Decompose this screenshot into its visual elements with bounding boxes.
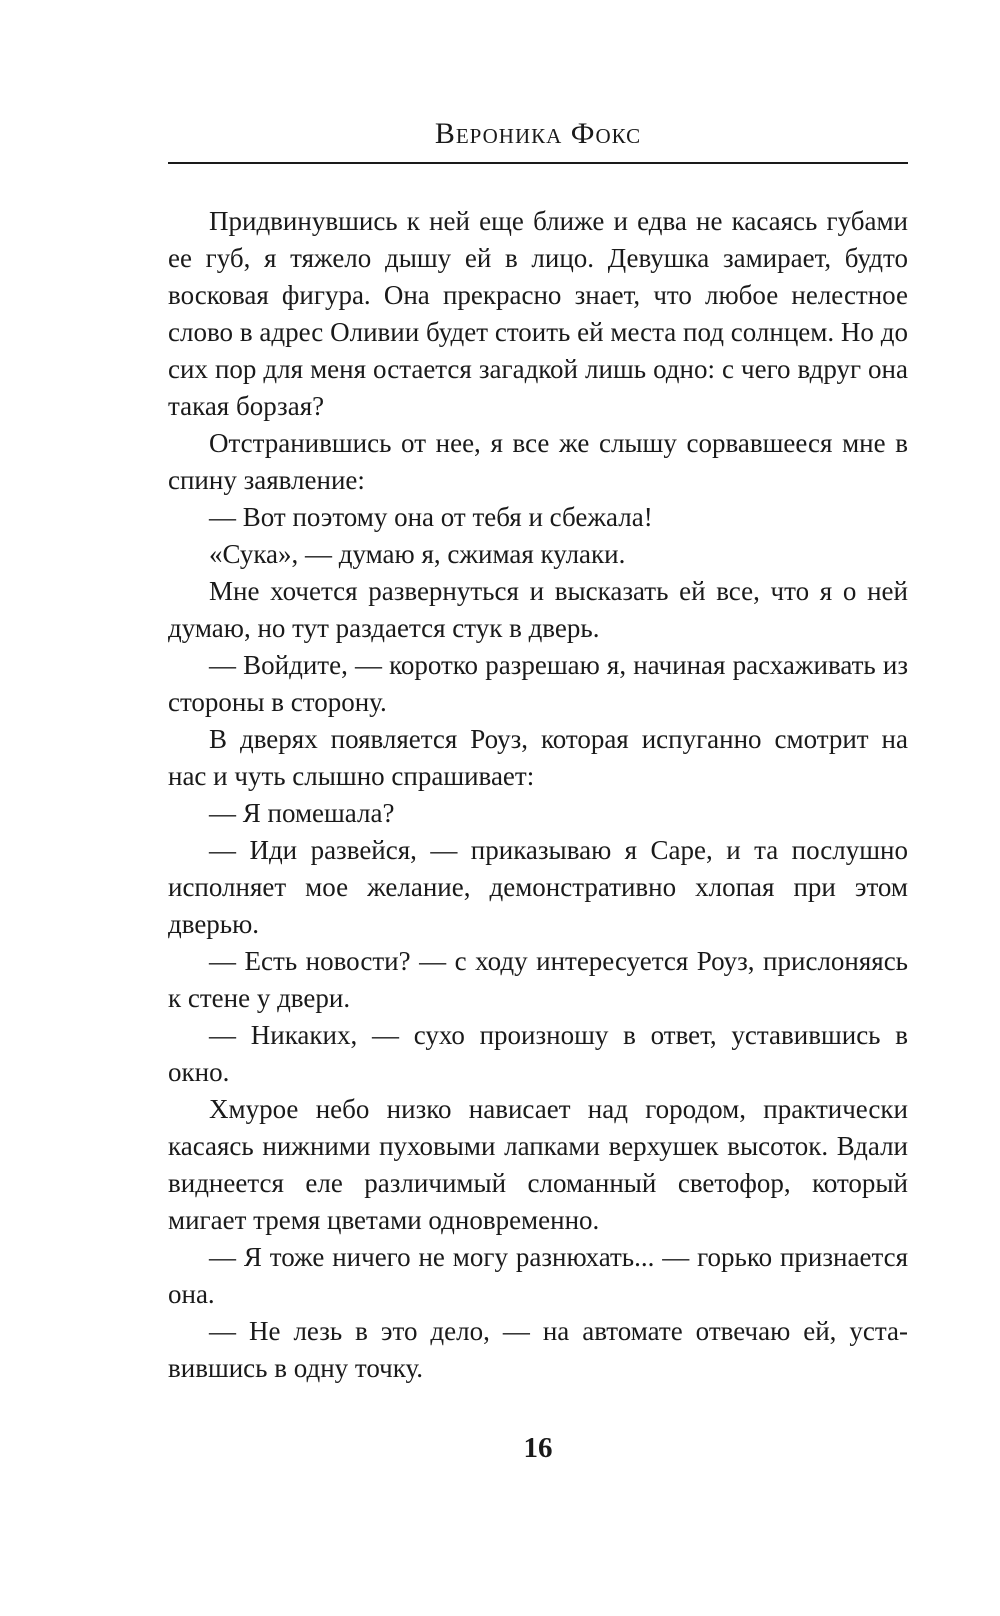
paragraph: — Я помешала? [209, 798, 395, 828]
paragraph: — Не лезь в это дело, — на автомате отвечаю ей, уставившись в одну точку. [168, 1316, 908, 1383]
header-rule [168, 162, 908, 164]
paragraph: В дверях появляется Роуз, которая испуганно смотрит на нас и чуть слышно спрашивает: [168, 724, 908, 791]
paragraph: Отстранившись от нее, я все же слышу сорвавшееся мне в спину заявление: [168, 428, 908, 495]
body-text [168, 203, 908, 1387]
paragraph: — Иди развейся, — приказываю я Саре, и та послушно исполняет мое желание, демонстративно хлопая при этом дверью. [168, 835, 908, 939]
paragraph: — Я тоже ничего не могу разнюхать... — горько признается она. [168, 1242, 908, 1309]
paragraph: Мне хочется развернуться и высказать ей все, что я о ней думаю, но тут раздается стук в дверь. [168, 576, 908, 643]
paragraph: — Есть новости? — с ходу интересуется Роуз, прислоняясь к стене у двери. [168, 946, 908, 1013]
paragraph: «Сука», — думаю я, сжимая кулаки. [209, 539, 626, 569]
paragraph: — Войдите, — коротко разрешаю я, начиная расхаживать из стороны в сторону. [168, 650, 908, 717]
paragraph: — Никаких, — сухо произношу в ответ, уставившись в окно. [168, 1020, 908, 1087]
paragraph: Придвинувшись к ней еще ближе и едва не касаясь губами ее губ, я тяжело дышу ей в лицо. Девушка замирает, будто восковая фигура. Она прекрасно знает, что любое нелестное слово в адрес Оливии будет стоить ей места под солнцем. Но до сих пор для меня остается загадкой лишь одно: с чего вдруг она такая борзая? [168, 206, 908, 421]
paragraph: — Вот поэтому она от тебя и сбежала! [209, 502, 653, 532]
paragraph: Хмурое небо низко нависает над городом, практически касаясь нижними пуховыми лапками верхушек высоток. Вдали виднеется еле различимый сломанный светофор, который мигает тремя цветами одновременно. [168, 1094, 908, 1235]
running-header-author: Вероника Фокс [434, 117, 642, 150]
page-number: 16 [523, 1432, 553, 1464]
